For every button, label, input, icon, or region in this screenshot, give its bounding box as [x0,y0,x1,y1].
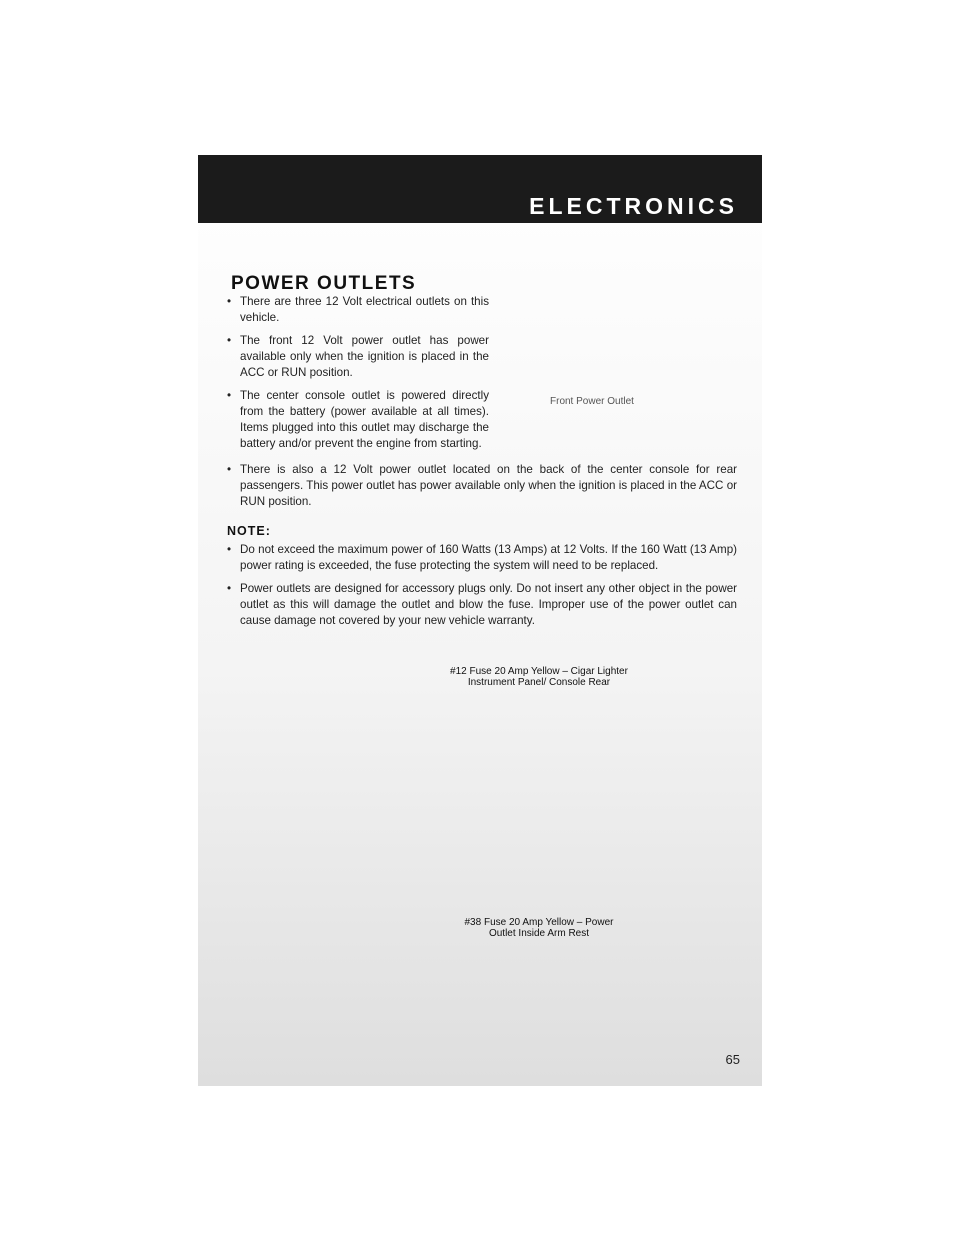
list-item: • Do not exceed the maximum power of 160 Watts (13 Amps) at 12 Volts. If the 160 Watt (13 Amp) power rating is exceeded, the fuse protecting the system will need to be replaced. [227,542,737,574]
note-label: NOTE: [227,524,271,538]
fuse-label-line: Outlet Inside Arm Rest [488,928,590,939]
section-title: ELECTRONICS [529,193,738,219]
fuse-label-line: #12 Fuse 20 Amp Yellow – Cigar Lighter [450,666,628,677]
photo-caption: Front Power Outlet [550,396,634,407]
fuse-label-line: Instrument Panel/ Console Rear [467,677,611,688]
list-item: • There are three 12 Volt electrical outlets on this vehicle. [227,294,489,326]
fuse-label-line: #38 Fuse 20 Amp Yellow – Power [464,917,614,928]
note-bullet-list [227,542,737,636]
list-item: • Power outlets are designed for accessory plugs only. Do not insert any other object in the power outlet as this will damage the outlet and blow the fuse. Improper use of the power outlet can cause damage not covered by your new vehicle warranty. [227,581,737,629]
fuse-label-cigar-lighter [439,666,639,688]
list-item: • The front 12 Volt power outlet has power available only when the ignition is placed in the ACC or RUN position. [227,333,489,381]
header-bar [198,155,762,223]
bullet-list-rear-outlet [227,462,737,517]
page-heading: POWER OUTLETS [231,273,417,294]
fuse-label-arm-rest [439,917,639,939]
manual-page [198,155,762,1086]
page-number: 65 [725,1052,740,1067]
list-item: • The center console outlet is powered directly from the battery (power available at all times). Items plugged into this outlet may discharge the battery and/or prevent the engine from starting. [227,388,489,452]
list-item: • There is also a 12 Volt power outlet located on the back of the center console for rear passengers. This power outlet has power available only when the ignition is placed in the ACC or RUN position. [227,462,737,510]
bullet-list-top [227,294,489,459]
